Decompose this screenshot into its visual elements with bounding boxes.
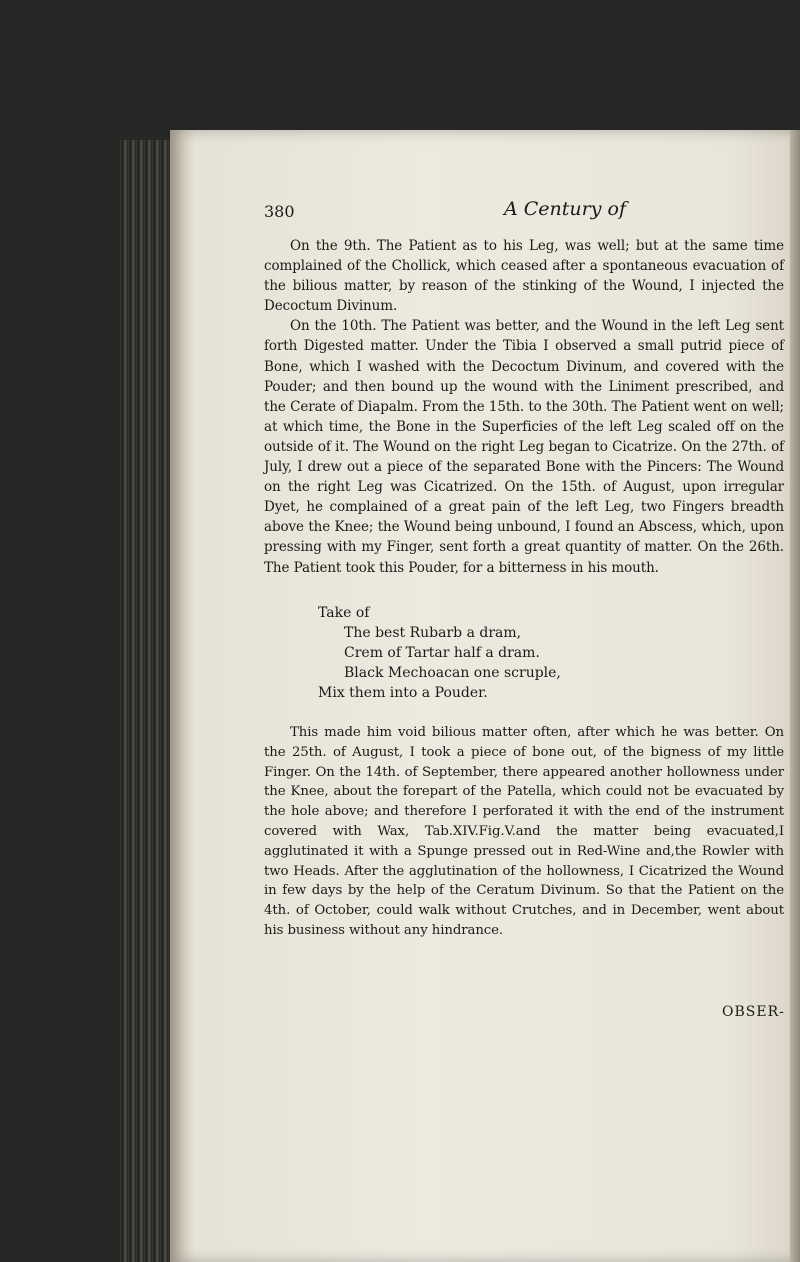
recipe-ingredient: Crem of Tartar half a dram. [344,645,540,661]
paragraph-result: This made him void bilious matter often, after which he was better. On the 25th. of August, I took a piece of bone out, of the bigness of my little Finger. On the 14th. of September, there appeared another hollowness under the Knee, about the forepart of the Patella, which could not be evacuated by the hole above; and therefore I perforated it with the end of the instrument covered with Wax, Tab.XIV.Fig.V.and the matter being evacuated,I agglutinated it with a Spunge pressed out in Red-Wine and,the Rowler with two Heads. After the agglutination of the hollowness, I Cicatrized the Wound in few days by the help of the Ceratum Divinum. So that the Patient on the 4th. of October, could walk without Crutches, and in December, went about his business without any hindrance. [264,725,784,938]
paragraph-10th: On the 10th. The Patient was better, and the Wound in the left Leg sent forth Digested matter. Under the Tibia I observed a small putrid piece of Bone, which I washed with the Decoctum Divinum, and covered with the Pouder; and then bound up the wound with the Liniment prescribed, and the Cerate of Diapalm. From the 15th. to the 30th. The Patient went on well; at which time, the Bone in the Superficies of the left Leg scaled off on the outside of it. The Wound on the right Leg began to Cicatrize. On the 27th. of July, I drew out a piece of the separated Bone with the Pincers: The Wound on the right Leg was Cicatrized. On the 15th. of August, upon irregular Dyet, he complained of a great pain of the left Leg, two Fingers breadth above the Knee; the Wound being unbound, I found an Abscess, which, upon pressing with my Finger, sent forth a great quantity of matter. On the 26th. The Patient took this Pouder, for a bitterness in his mouth. [264,318,784,576]
main-text-continued [264,723,784,941]
main-text [264,236,784,578]
catchword: OBSER- [722,1004,785,1020]
running-head: A Century of [504,198,626,220]
paragraph-9th: On the 9th. The Patient as to his Leg, was well; but at the same time complained of the Chollick, which ceased after a spontaneous evacuation of the bilious matter, by reason of the stinking of the Wound, I injected the Decoctum Divinum. [264,238,784,315]
recipe-block [318,603,718,703]
page-edge [790,130,800,1262]
recipe-ingredient: The best Rubarb a dram, [344,625,522,641]
recipe-closing: Mix them into a Pouder. [318,685,488,701]
page-number: 380 [264,202,295,221]
recipe-ingredient: Black Mechoacan one scruple, [344,665,561,681]
page-header [264,198,784,228]
recipe-intro: Take of [318,605,370,621]
